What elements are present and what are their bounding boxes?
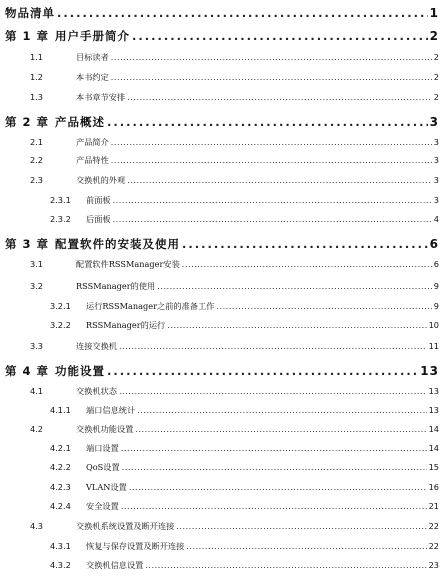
toc-entry-page-number: 22	[428, 541, 439, 551]
dot-leader	[132, 29, 428, 43]
toc-entry-title: 用户手册简介	[55, 29, 130, 43]
dot-leader	[113, 214, 432, 224]
toc-entry[interactable]	[50, 501, 439, 512]
toc-entry-title: 目标读者	[76, 52, 109, 62]
dot-leader	[111, 52, 432, 62]
toc-entry-number: 2.3.1	[50, 195, 71, 205]
toc-entry-number: 4.1	[30, 386, 44, 396]
toc-entry[interactable]	[30, 281, 439, 292]
toc-entry-title: VLAN设置	[86, 482, 127, 492]
toc-entry-page-number: 11	[428, 341, 439, 351]
toc-entry-number: 4.3.2	[50, 560, 71, 570]
toc-entry-page-number: 2	[433, 92, 439, 102]
dot-leader	[135, 424, 426, 434]
toc-entry-title: 安全设置	[86, 501, 119, 511]
toc-entry-page-number: 16	[428, 482, 439, 492]
toc-entry-title: 交换机状态	[76, 386, 117, 396]
toc-entry[interactable]	[50, 320, 439, 331]
toc-entry-page-number: 4	[433, 214, 439, 224]
toc-entry-number: 4.2.4	[50, 501, 71, 511]
dot-leader	[119, 386, 427, 396]
dot-leader	[157, 281, 432, 291]
dot-leader	[216, 301, 431, 311]
toc-entry-title: 产品概述	[55, 115, 105, 129]
toc-entry[interactable]	[50, 560, 439, 571]
toc-entry-page-number: 10	[428, 320, 439, 330]
toc-entry-number: 3.2	[30, 281, 44, 291]
toc-entry[interactable]	[50, 195, 439, 206]
toc-entry-number: 1.2	[30, 72, 44, 82]
dot-leader	[107, 115, 428, 129]
dot-leader	[121, 501, 427, 511]
dot-leader	[121, 443, 427, 453]
toc-entry-number: 3.2.2	[50, 320, 71, 330]
toc-entry-title: 交换机系统设置及断开连接	[76, 521, 175, 531]
dot-leader	[167, 320, 426, 330]
dot-leader	[137, 405, 426, 415]
toc-entry-number: 1.1	[30, 52, 44, 62]
toc-entry-title: 恢复与保存设置及断开连接	[86, 541, 185, 551]
toc-entry-page-number: 3	[429, 115, 439, 129]
toc-entry[interactable]	[30, 155, 439, 166]
toc-entry[interactable]	[30, 72, 439, 83]
toc-entry-title: 运行RSSManager之前的准备工作	[86, 301, 215, 311]
dot-leader	[176, 521, 426, 531]
toc-entry[interactable]	[50, 482, 439, 493]
toc-entry-page-number: 22	[428, 521, 439, 531]
toc-entry-number: 第 1 章	[5, 29, 50, 43]
dot-leader	[119, 341, 427, 351]
toc-entry-page-number: 14	[428, 443, 439, 453]
toc-entry-number: 1.3	[30, 92, 44, 102]
toc-entry-page-number: 13	[420, 364, 439, 378]
dot-leader	[111, 72, 432, 82]
toc-entry-number: 4.2	[30, 424, 44, 434]
dot-leader	[111, 137, 432, 147]
toc-entry-number: 2.3	[30, 175, 44, 185]
toc-entry-title: RSSManager的使用	[76, 281, 156, 291]
toc-entry-title: 物品清单	[5, 6, 55, 20]
toc-entry-title: 配置软件RSSManager安装	[76, 259, 180, 269]
dot-leader	[182, 237, 428, 251]
dot-leader	[145, 560, 426, 570]
toc-entry-number: 第 3 章	[5, 237, 50, 251]
dot-leader	[113, 195, 432, 205]
toc-entry[interactable]	[30, 259, 439, 270]
dot-leader	[127, 92, 432, 102]
toc-entry[interactable]	[30, 92, 439, 103]
toc-entry-title: 产品特性	[76, 155, 109, 165]
toc-entry-page-number: 13	[428, 405, 439, 415]
toc-entry[interactable]	[50, 541, 439, 552]
dot-leader	[57, 6, 428, 20]
toc-entry[interactable]	[50, 405, 439, 416]
toc-entry-number: 第 4 章	[5, 364, 50, 378]
toc-entry[interactable]	[30, 386, 439, 397]
toc-entry-number: 4.2.2	[50, 462, 71, 472]
toc-entry-number: 2.2	[30, 155, 44, 165]
toc-entry[interactable]	[30, 521, 439, 532]
toc-entry-page-number: 2	[433, 52, 439, 62]
toc-entry-title: 功能设置	[55, 364, 105, 378]
toc-entry-page-number: 9	[433, 301, 439, 311]
toc-entry-number: 第 2 章	[5, 115, 50, 129]
toc-entry[interactable]	[50, 462, 439, 473]
toc-entry-title: 交换机功能设置	[76, 424, 134, 434]
toc-entry-title: 交换机的外观	[76, 175, 126, 185]
toc-entry[interactable]	[5, 5, 439, 21]
toc-entry-page-number: 3	[433, 195, 439, 205]
toc-entry[interactable]	[50, 443, 439, 454]
toc-entry-title: 配置软件的安装及使用	[55, 237, 180, 251]
toc-entry-title: 本书约定	[76, 72, 109, 82]
toc-entry-title: 产品简介	[76, 137, 109, 147]
dot-leader	[111, 155, 432, 165]
toc-entry[interactable]	[5, 236, 439, 252]
toc-entry[interactable]	[30, 341, 439, 352]
toc-entry[interactable]	[30, 52, 439, 63]
toc-entry[interactable]	[50, 301, 439, 312]
toc-entry-page-number: 2	[429, 29, 439, 43]
toc-entry-title: 后面板	[86, 214, 111, 224]
toc-entry-title: 连接交换机	[76, 341, 117, 351]
toc-entry-page-number: 15	[428, 462, 439, 472]
toc-entry-title: 端口设置	[86, 443, 119, 453]
dot-leader	[122, 462, 427, 472]
dot-leader	[186, 541, 426, 551]
toc-entry-page-number: 14	[428, 424, 439, 434]
toc-entry[interactable]	[50, 214, 439, 225]
toc-entry-title: 前面板	[86, 195, 111, 205]
toc-entry-page-number: 3	[433, 175, 439, 185]
toc-entry-title: 端口信息统计	[86, 405, 136, 415]
toc-entry-number: 4.2.1	[50, 443, 71, 453]
toc-entry-number: 3.3	[30, 341, 44, 351]
toc-entry-number: 3.2.1	[50, 301, 71, 311]
toc-entry[interactable]	[5, 363, 439, 379]
dot-leader	[107, 364, 418, 378]
toc-entry-number: 2.3.2	[50, 214, 71, 224]
toc-entry-number: 4.3	[30, 521, 44, 531]
toc-entry[interactable]	[5, 114, 439, 130]
toc-entry-page-number: 3	[433, 155, 439, 165]
toc-entry-page-number: 2	[433, 72, 439, 82]
toc-entry-page-number: 23	[428, 560, 439, 570]
toc-entry-page-number: 1	[429, 6, 439, 20]
toc-entry-number: 3.1	[30, 259, 44, 269]
toc-entry-title: QoS设置	[86, 462, 120, 472]
toc-entry-title: RSSManager的运行	[86, 320, 166, 330]
dot-leader	[127, 175, 432, 185]
toc-entry-number: 4.3.1	[50, 541, 71, 551]
toc-entry-page-number: 13	[428, 386, 439, 396]
toc-entry-page-number: 3	[433, 137, 439, 147]
toc-entry-page-number: 6	[429, 237, 439, 251]
toc-entry-title: 本书章节安排	[76, 92, 126, 102]
toc-entry[interactable]	[30, 424, 439, 435]
toc-entry[interactable]	[30, 175, 439, 186]
toc-entry-page-number: 21	[428, 501, 439, 511]
toc-entry-page-number: 9	[433, 281, 439, 291]
dot-leader	[129, 482, 427, 492]
toc-entry[interactable]	[30, 137, 439, 148]
toc-entry[interactable]	[5, 28, 439, 44]
dot-leader	[182, 259, 432, 269]
toc-entry-number: 2.1	[30, 137, 44, 147]
toc-entry-number: 4.1.1	[50, 405, 71, 415]
toc-entry-number: 4.2.3	[50, 482, 71, 492]
toc-entry-page-number: 6	[433, 259, 439, 269]
toc-entry-title: 交换机信息设置	[86, 560, 144, 570]
